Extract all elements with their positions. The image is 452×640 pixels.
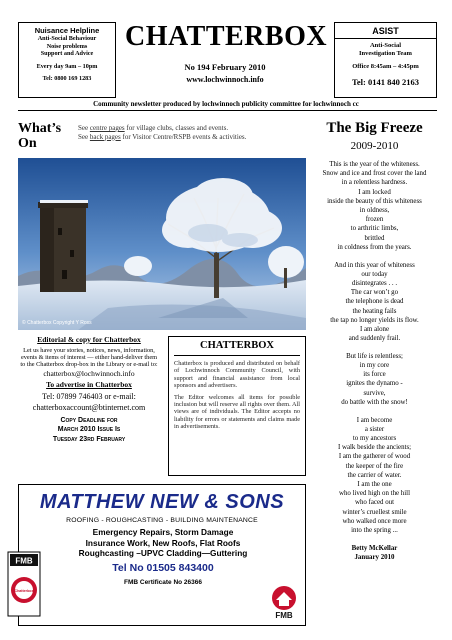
nuisance-helpline-box xyxy=(18,22,116,98)
poem-line: do battle with the snow! xyxy=(341,398,408,406)
winter-castle-photo xyxy=(18,158,306,330)
poem-line: our today xyxy=(361,270,388,278)
advertise-email[interactable]: chatterboxaccount@btinternet.com xyxy=(32,402,146,412)
poem-line: I am the one xyxy=(357,481,392,488)
poem-line: I am the gatherer of wood xyxy=(338,453,411,461)
asist-tel: Tel: 0141 840 2163 xyxy=(352,77,419,87)
poem-stanza xyxy=(312,416,437,536)
newsletter-title: CHATTERBOX xyxy=(125,21,328,52)
poem-line: who faced out xyxy=(354,499,395,507)
poem-line: The car won’t go xyxy=(350,289,399,297)
fmb-logo-subtext: Chatterbox xyxy=(14,589,34,593)
poem-line: Snow and ice and frost cover the land xyxy=(322,170,427,178)
editorial-heading: Editorial & copy for Chatterbox xyxy=(37,335,141,344)
poem-body xyxy=(312,160,437,562)
poem-line: the keeper of the fire xyxy=(345,462,404,470)
masthead xyxy=(125,21,328,84)
whats-on-heading xyxy=(18,121,78,151)
poem-line: And in this year of whiteness xyxy=(334,261,415,269)
poem-line: ignites the dynamo - xyxy=(346,380,403,388)
poem-line: I am alone xyxy=(359,325,390,333)
poem-line: inside the beauty of this whiteness xyxy=(327,197,422,205)
asist-title: ASIST xyxy=(372,26,399,36)
advert-line: Emergency Repairs, Storm Damage xyxy=(92,527,234,537)
back-pages-link[interactable]: back pages xyxy=(89,132,121,141)
issue-number: No 194 February 2010 xyxy=(184,62,266,72)
nuisance-line: Anti-Social Behaviour xyxy=(37,35,97,42)
editorial-email[interactable]: chatterbox@lochwinnoch.info xyxy=(43,369,135,379)
poem-line: to arthritic limbs, xyxy=(350,225,399,233)
poem-line: disintegrates . . . xyxy=(351,279,398,287)
advert-trades: ROOFING - ROUGHCASTING - BUILDING MAINTENANCE xyxy=(66,517,258,524)
nuisance-line: Noise problems xyxy=(46,42,88,50)
poem-title: The Big Freeze xyxy=(326,120,423,136)
matthew-new-advert xyxy=(18,484,306,626)
whats-on-text xyxy=(78,124,306,141)
poem-line: the carrier of water. xyxy=(347,471,402,479)
poem-line: its force xyxy=(363,371,386,379)
photo-credit: © Chatterbox Copyright Y Ross xyxy=(22,320,92,326)
nuisance-line: Support and Advice xyxy=(40,50,94,58)
poem-line: But life is relentless; xyxy=(346,352,403,360)
whats-on-line: See centre pages for village clubs, classes and events. xyxy=(78,124,229,132)
whats-on-line: See back pages for Visitor Centre/RSPB events & activities. xyxy=(78,132,247,141)
advert-cert: FMB Certificate No 26366 xyxy=(123,578,203,586)
poem-line: I am locked xyxy=(358,188,391,196)
poem-line: I walk beside the ancients; xyxy=(337,444,412,452)
asist-box xyxy=(334,22,437,98)
poem-line: the telephone is dead xyxy=(345,298,404,306)
poem-stanza xyxy=(312,352,437,407)
whats-on-heading-line: On xyxy=(18,136,37,151)
whats-on-heading-line: What’s xyxy=(18,121,62,136)
centre-pages-link[interactable]: centre pages xyxy=(89,124,125,132)
poem-line: in coldness from the years. xyxy=(337,243,412,251)
poem-stanza xyxy=(312,160,437,252)
fmb-logo-text: FMB xyxy=(15,556,33,566)
fmb-badge-text: FMB xyxy=(275,611,293,620)
poem-line: the tap no longer yields its flow. xyxy=(330,316,419,324)
poem-line: who walked once more xyxy=(342,517,407,525)
poem-line: a sister xyxy=(364,425,385,433)
poem-line: in oldness, xyxy=(359,207,390,215)
poem-line: the heating fails xyxy=(352,307,397,315)
chatterbox-info-box xyxy=(168,336,306,476)
divider xyxy=(174,355,300,356)
header-divider xyxy=(18,110,437,111)
poem-line: in my core xyxy=(359,362,390,370)
advert-tel: Tel No 01505 843400 xyxy=(112,561,214,574)
nuisance-title: Nuisance Helpline xyxy=(34,26,100,35)
big-freeze-column xyxy=(312,120,437,562)
poem-line: and suddenly frail. xyxy=(348,335,401,343)
poem-line: survive, xyxy=(363,389,386,397)
editorial-section xyxy=(18,336,160,444)
advert-line: Insurance Work, New Roofs, Flat Roofs xyxy=(85,537,241,548)
chatterbox-box-para: The Editor welcomes all items for possible inclusion but will reserve all rights over them. All views are of individuals. The Editor accepts no liability for errors or statements and claims made in advertisements. xyxy=(174,393,300,431)
poem-line: to my ancestors xyxy=(352,434,397,442)
fmb-badge-icon xyxy=(268,584,300,620)
poem-line: This is the year of the whiteness. xyxy=(329,161,420,168)
chatterbox-box-para: Chatterbox is produced and distributed on behalf of Lochwinnoch Community Council, with support and financial assistance from local sponsors and advertisers. xyxy=(174,360,300,390)
fmb-logo xyxy=(6,550,42,618)
tagline: Community newsletter produced by lochwinnoch publicity committee for lochwinnoch cc xyxy=(93,100,359,108)
poem-line: into the spring ... xyxy=(351,527,398,535)
poem-line: I am become xyxy=(356,416,393,424)
advertise-heading: To advertise in Chatterbox xyxy=(46,380,132,390)
poem-line: brittled xyxy=(364,234,385,242)
poem-stanza xyxy=(312,261,437,344)
poem-line: winter’s cruellest smile xyxy=(342,508,407,516)
nuisance-hours: Every day 9am – 10pm xyxy=(36,62,98,70)
poem-line: who lived high on the hill xyxy=(338,490,410,498)
editorial-text: Let us have your stories, notices, news, information, events & items of interest — either hand-deliver them to the Chatterbox drop-box in the Library or e-mail to: xyxy=(20,346,158,369)
chatterbox-box-heading: CHATTERBOX xyxy=(200,340,274,351)
asist-line: Anti-Social xyxy=(369,42,402,49)
advert-company-name: MATTHEW NEW & SONS xyxy=(39,491,285,513)
poem-line: in a relentless hardness. xyxy=(341,179,408,187)
asist-line: Investigation Team xyxy=(359,50,412,57)
poem-line: frozen xyxy=(365,216,384,224)
poem-author: Betty McKellar xyxy=(351,544,398,552)
nuisance-tel: Tel: 0800 169 1283 xyxy=(42,75,92,83)
poem-year: 2009-2010 xyxy=(350,140,399,152)
advertise-tel: Tel: 07899 746403 or e-mail: xyxy=(42,391,136,401)
poem-date: January 2010 xyxy=(354,553,395,561)
asist-hours: Office 8:45am – 4:45pm xyxy=(352,63,419,70)
website-link[interactable]: www.lochwinnoch.info xyxy=(186,75,264,84)
advert-line: Roughcasting –UPVC Cladding—Guttering xyxy=(78,548,248,558)
deadline-notice: Copy Deadline for March 2010 Issue Is Tuesday 23rd February xyxy=(52,416,126,443)
